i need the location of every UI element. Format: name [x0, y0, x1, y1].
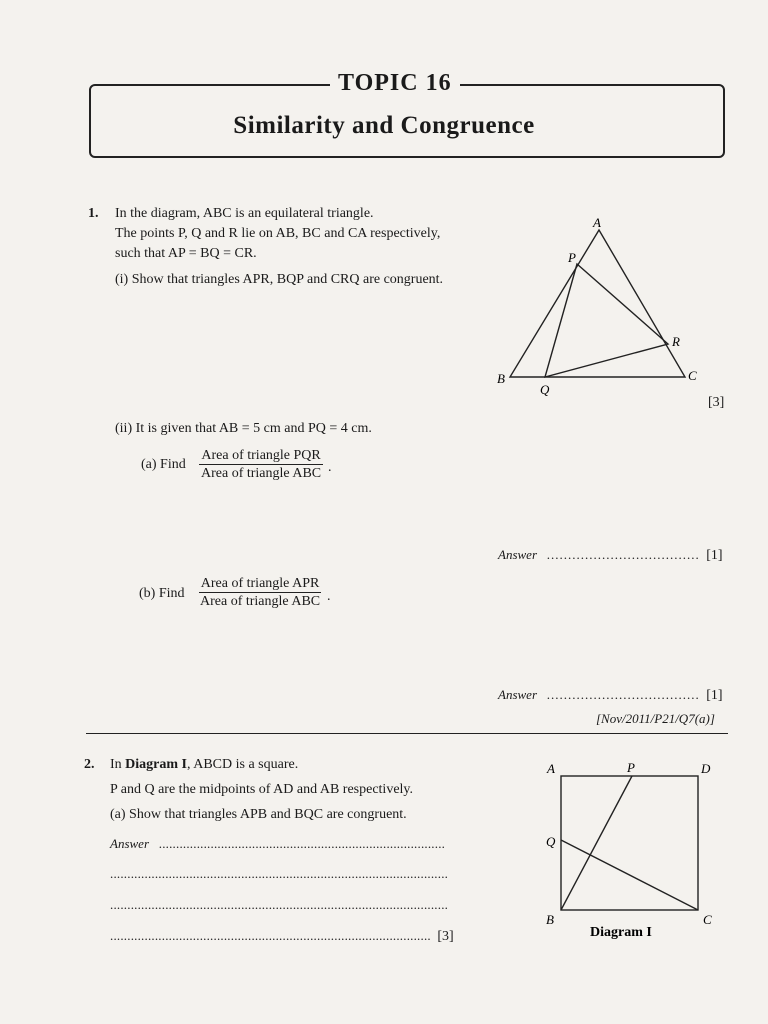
answer-blank[interactable]: ...................................................................................: [158, 836, 446, 851]
topic-title: Similarity and Congruence: [233, 112, 535, 139]
q1-part-b-label: (b) Find: [139, 586, 185, 601]
q2-square-diagram: [535, 756, 725, 946]
q2-intro-post: , ABCD is a square.: [187, 757, 299, 772]
q1-part-ii: (ii) It is given that AB = 5 cm and PQ = 4 cm.: [115, 421, 372, 436]
q2-intro-pre: In: [110, 757, 126, 772]
q2-answer-line-4: [110, 928, 454, 945]
q2-answer-line-1: [110, 836, 445, 852]
fraction-period: .: [327, 589, 331, 604]
answer-blank[interactable]: ....................................: [546, 547, 700, 562]
q1-part-i: (i) Show that triangles APR, BQP and CRQ are congruent.: [115, 272, 444, 287]
answer-label: Answer: [110, 836, 149, 851]
answer-blank[interactable]: ....................................: [546, 687, 700, 702]
label-p: P: [568, 250, 576, 265]
fraction-denominator: Area of triangle ABC: [201, 466, 322, 481]
answer-blank[interactable]: .............................................................................................: [110, 928, 431, 943]
answer-label: Answer: [498, 687, 537, 702]
q1-intro-line-2: The points P, Q and R lie on AB, BC and CA respectively,: [115, 226, 441, 241]
line-qc: [561, 840, 698, 910]
q2-answer-line-2[interactable]: ..................................................................................................: [110, 866, 449, 881]
fraction-period: .: [328, 460, 332, 475]
diagram-caption: Diagram I: [590, 925, 652, 940]
triangle-abc: [510, 230, 685, 377]
fraction-numerator: Area of triangle APR: [200, 576, 320, 591]
q1-intro-line-3: such that AP = BQ = CR.: [115, 246, 257, 261]
q2-intro-line-1: [110, 756, 298, 774]
label-b: B: [497, 371, 505, 386]
fraction-numerator: Area of triangle PQR: [201, 448, 321, 463]
q1-answer-a-line: [498, 547, 723, 564]
label-b: B: [546, 912, 554, 927]
q1-part-i-marks: [3]: [708, 395, 725, 410]
label-c: C: [703, 912, 712, 927]
question-divider: [86, 733, 728, 734]
q1-triangle-diagram: [490, 212, 710, 402]
q1-source-reference: [Nov/2011/P21/Q7(a)]: [596, 711, 715, 726]
answer-marks: [1]: [706, 548, 723, 563]
question-2-number: 2.: [84, 757, 95, 772]
q1-part-b-fraction: [198, 575, 322, 610]
label-q: Q: [540, 382, 550, 397]
square-abcd: [561, 776, 698, 910]
q1-part-a-label: (a) Find: [141, 457, 186, 472]
q2-intro-diagram-ref: Diagram I: [125, 757, 187, 772]
answer-marks: [1]: [706, 688, 723, 703]
label-r: R: [672, 334, 680, 349]
label-a: A: [547, 761, 555, 776]
label-d: D: [701, 761, 711, 776]
line-pb: [561, 776, 632, 910]
answer-label: Answer: [498, 547, 537, 562]
fraction-denominator: Area of triangle ABC: [200, 594, 321, 609]
label-c: C: [688, 368, 697, 383]
q1-part-a-fraction: [199, 447, 323, 482]
label-q: Q: [546, 834, 556, 849]
q1-answer-b-line: [498, 687, 723, 704]
q2-part-a: (a) Show that triangles APB and BQC are congruent.: [110, 807, 407, 822]
q1-intro-line-1: In the diagram, ABC is an equilateral triangle.: [115, 206, 374, 221]
label-a: A: [593, 215, 601, 230]
triangle-pqr: [545, 264, 668, 377]
topic-label: TOPIC 16: [330, 70, 460, 97]
q2-intro-line-2: P and Q are the midpoints of AD and AB respectively.: [110, 782, 414, 797]
label-p: P: [627, 760, 635, 775]
question-1-number: 1.: [88, 206, 99, 221]
answer-marks: [3]: [437, 929, 454, 944]
q2-answer-line-3[interactable]: ..................................................................................................: [110, 897, 449, 912]
